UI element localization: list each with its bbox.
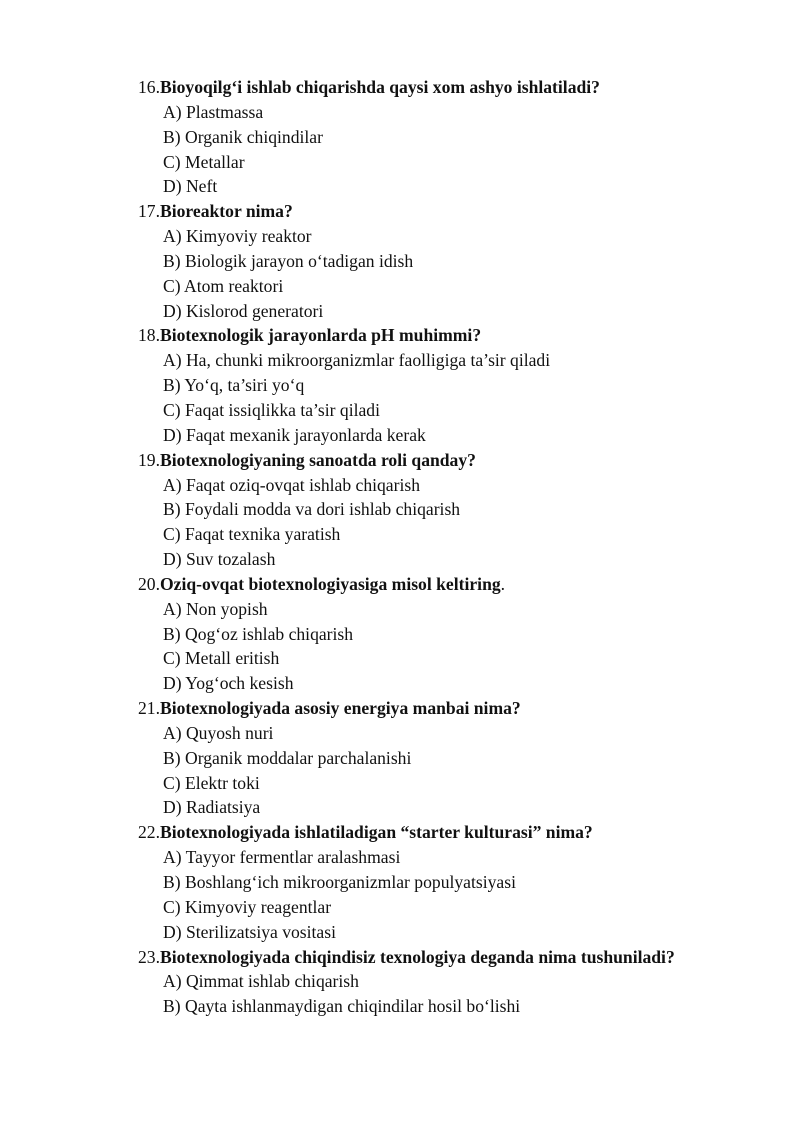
- answer-option: B) Foydali modda va dori ishlab chiqarish: [163, 499, 461, 520]
- answer-option: C) Atom reaktori: [163, 275, 284, 296]
- question-number: 17.: [138, 201, 160, 222]
- answer-option: A) Faqat oziq-ovqat ishlab chiqarish: [163, 474, 420, 495]
- question-text: Biotexnologiyada ishlatiladigan “starter kulturasi” nima?: [160, 822, 593, 843]
- question-block: [138, 945, 778, 1020]
- answer-option: B) Qayta ishlanmaydigan chiqindilar hosil bo‘lishi: [163, 996, 521, 1017]
- question-title: [138, 945, 778, 970]
- answer-option: C) Faqat issiqlikka ta’sir qiladi: [163, 399, 380, 420]
- question-text: Bioyoqilg‘i ishlab chiqarishda qaysi xom ashyo ishlatiladi?: [160, 77, 600, 97]
- question-text: Oziq-ovqat biotexnologiyasiga misol keltiring: [160, 573, 501, 594]
- question-title: [138, 448, 778, 473]
- answer-option: D) Kislorod generatori: [163, 300, 324, 321]
- answer-option: A) Tayyor fermentlar aralashmasi: [163, 847, 401, 868]
- question-block: [138, 199, 778, 323]
- answer-option: C) Metallar: [163, 151, 245, 172]
- question-block: [138, 572, 778, 696]
- question-block: [138, 323, 778, 447]
- question-block: [138, 820, 778, 944]
- question-title: [138, 199, 778, 224]
- answer-option: D) Yog‘och kesish: [163, 673, 294, 694]
- answer-option: C) Metall eritish: [163, 648, 280, 669]
- question-number: 19.: [138, 449, 160, 470]
- answer-option: B) Organik chiqindilar: [163, 126, 323, 147]
- question-title: [138, 820, 778, 845]
- answer-option: D) Sterilizatsiya vositasi: [163, 921, 336, 942]
- question-text: Biotexnologiyaning sanoatda roli qanday?: [160, 449, 476, 470]
- question-number: 20.: [138, 573, 160, 594]
- answer-option: B) Organik moddalar parchalanishi: [163, 747, 412, 768]
- question-number: 21.: [138, 698, 160, 719]
- answer-option: C) Kimyoviy reagentlar: [163, 896, 332, 917]
- question-text: Biotexnologik jarayonlarda pH muhimmi?: [160, 325, 482, 346]
- question-text: Bioreaktor nima?: [160, 201, 293, 222]
- answer-option: C) Faqat texnika yaratish: [163, 524, 341, 545]
- question-trailing: .: [500, 573, 506, 594]
- answer-option: D) Neft: [163, 176, 218, 197]
- answer-option: D) Radiatsiya: [163, 797, 261, 818]
- answer-option: A) Qimmat ishlab chiqarish: [163, 971, 359, 992]
- question-title: [138, 75, 778, 100]
- answer-option: A) Non yopish: [163, 598, 268, 619]
- answer-option: A) Quyosh nuri: [163, 722, 274, 743]
- answer-option: B) Boshlang‘ich mikroorganizmlar populyatsiyasi: [163, 872, 516, 892]
- question-title: [138, 323, 778, 348]
- question-block: [138, 448, 778, 572]
- question-text: Biotexnologiyada asosiy energiya manbai nima?: [160, 698, 521, 719]
- question-block: [138, 75, 778, 199]
- question-list: [138, 75, 778, 1019]
- answer-option: C) Elektr toki: [163, 772, 260, 793]
- answer-option: A) Ha, chunki mikroorganizmlar faolligiga ta’sir qiladi: [163, 350, 551, 371]
- question-number: 22.: [138, 822, 160, 843]
- answer-option: D) Suv tozalash: [163, 549, 276, 570]
- answer-option: B) Qog‘oz ishlab chiqarish: [163, 623, 354, 644]
- answer-option: B) Yo‘q, ta’siri yo‘q: [163, 375, 305, 396]
- answer-option: A) Plastmassa: [163, 101, 264, 122]
- answer-option: A) Kimyoviy reaktor: [163, 226, 312, 247]
- answer-option: D) Faqat mexanik jarayonlarda kerak: [163, 424, 426, 445]
- question-text: Biotexnologiyada chiqindisiz texnologiya deganda nima tushuniladi?: [160, 946, 675, 967]
- question-number: 18.: [138, 325, 160, 346]
- question-block: [138, 696, 778, 820]
- question-title: [138, 572, 778, 597]
- answer-option: B) Biologik jarayon o‘tadigan idish: [163, 250, 414, 271]
- question-number: 16.: [138, 77, 160, 97]
- question-title: [138, 696, 778, 721]
- question-number: 23.: [138, 946, 160, 967]
